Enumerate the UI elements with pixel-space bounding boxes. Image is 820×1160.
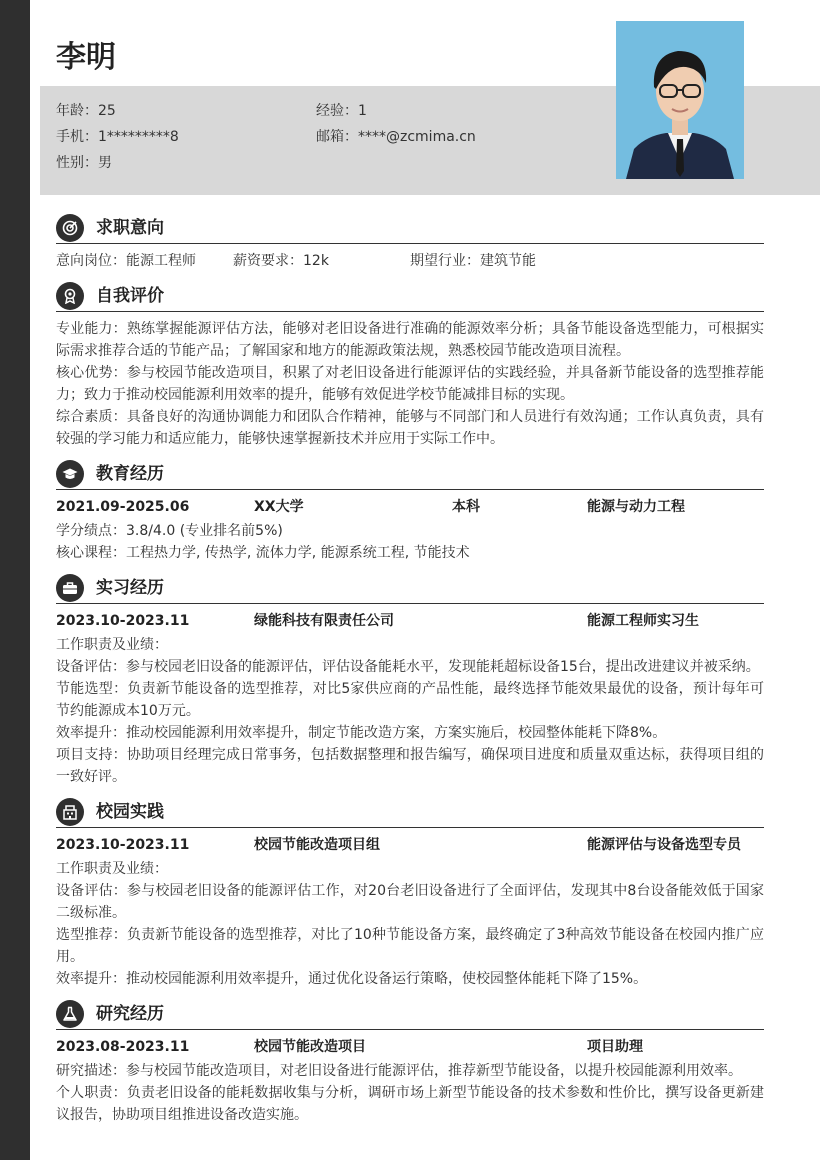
section-education (56, 458, 764, 564)
campus-date: 2023.10-2023.11 (56, 837, 190, 853)
profile-photo (616, 21, 744, 179)
section-research (56, 998, 764, 1126)
research-detail-line: 研究描述：参与校园节能改造项目，对老旧设备进行能源评估，推荐新型节能设备，以提升校园能源利用效率。 (56, 1063, 742, 1079)
section-title: 教育经历 (96, 464, 164, 484)
intern-detail-line: 设备评估：参与校园老旧设备的能源评估，评估设备能耗水平，发现能耗超标设备15台，提出改进建议并被采纳。 (56, 659, 760, 675)
section-job-intent (56, 212, 764, 272)
intern-company: 绿能科技有限责任公司 (254, 613, 394, 629)
briefcase-icon (56, 574, 84, 602)
research-detail-line: 个人职责：负责老旧设备的能耗数据收集与分析，调研市场上新型节能设备的技术参数和性价比，撰写设备更新建议报告，协助项目组推进设备改造实施。 (56, 1085, 764, 1123)
section-campus-practice (56, 796, 764, 990)
intent-salary: 薪资要求：12k (233, 253, 329, 269)
left-sidebar-bar (0, 0, 30, 1160)
research-project: 校园节能改造项目 (254, 1039, 366, 1055)
edu-degree: 本科 (452, 499, 480, 515)
intern-detail-line: 节能选型：负责新节能设备的选型推荐，对比5家供应商的产品性能，最终选择节能效果最优的设备，预计每年可节约能源成本10万元。 (56, 681, 764, 719)
education-entry-header (56, 496, 764, 518)
intern-detail-line: 工作职责及业绩： (56, 637, 168, 653)
job-intent-row (56, 250, 764, 272)
gender-field: 性别：男 (56, 155, 112, 171)
edu-date: 2021.09-2025.06 (56, 499, 190, 515)
section-header (56, 572, 764, 604)
section-header (56, 212, 764, 244)
campus-org: 校园节能改造项目组 (254, 837, 380, 853)
section-title: 校园实践 (96, 802, 164, 822)
resume-header (40, 0, 820, 195)
research-role: 项目助理 (587, 1039, 643, 1055)
section-title: 实习经历 (96, 578, 164, 598)
campus-detail-line: 设备评估：参与校园老旧设备的能源评估工作，对20台老旧设备进行了全面评估，发现其中8台设备能效低于国家二级标准。 (56, 883, 764, 921)
campus-detail-line: 选型推荐：负责新节能设备的选型推荐，对比了10种节能设备方案，最终确定了3种高效节能设备在校园内推广应用。 (56, 927, 764, 965)
age-field: 年龄：25 (56, 103, 116, 119)
section-title: 求职意向 (96, 218, 164, 238)
intern-detail-line: 项目支持：协助项目经理完成日常事务，包括数据整理和报告编写，确保项目进度和质量双重达标，获得项目组的一致好评。 (56, 747, 764, 785)
email-field: 邮箱：****@zcmima.cn (316, 129, 476, 145)
campus-entry-header (56, 834, 764, 856)
intern-detail-line: 效率提升：推动校园能源利用效率提升，制定节能改造方案，方案实施后，校园整体能耗下降8%。 (56, 725, 667, 741)
section-header (56, 458, 764, 490)
intent-industry: 期望行业：建筑节能 (410, 253, 536, 269)
intent-position: 意向岗位：能源工程师 (56, 253, 196, 269)
candidate-name: 李明 (56, 40, 116, 75)
self-eval-paragraph: 综合素质：具备良好的沟通协调能力和团队合作精神，能够与不同部门和人员进行有效沟通；工作认真负责，具有较强的学习能力和适应能力，能够快速掌握新技术并应用于实际工作中。 (56, 409, 764, 447)
self-eval-paragraph: 核心优势：参与校园节能改造项目，积累了对老旧设备进行能源评估的实践经验，并具备新节能设备的选型推荐能力；致力于推动校园能源利用效率的提升，能够有效促进学校节能减排目标的实现。 (56, 365, 764, 403)
edu-school: XX大学 (254, 499, 304, 515)
internship-entry-header (56, 610, 764, 632)
research-date: 2023.08-2023.11 (56, 1039, 190, 1055)
flask-icon (56, 1000, 84, 1028)
graduation-cap-icon (56, 460, 84, 488)
research-entry-header (56, 1036, 764, 1058)
section-title: 自我评价 (96, 286, 164, 306)
campus-detail-line: 工作职责及业绩： (56, 861, 168, 877)
section-internship (56, 572, 764, 788)
phone-field: 手机：1*********8 (56, 129, 179, 145)
resume-content (56, 212, 764, 1134)
target-icon (56, 214, 84, 242)
self-eval-paragraph: 专业能力：熟练掌握能源评估方法，能够对老旧设备进行准确的能源效率分析；具备节能设备选型能力，可根据实际需求推荐合适的节能产品；了解国家和地方的能源政策法规，熟悉校园节能改造项目流程。 (56, 321, 764, 359)
section-title: 研究经历 (96, 1004, 164, 1024)
badge-icon (56, 282, 84, 310)
edu-detail-line: 核心课程：工程热力学, 传热学, 流体力学, 能源系统工程, 节能技术 (56, 545, 470, 561)
intern-role: 能源工程师实习生 (587, 613, 699, 629)
edu-major: 能源与动力工程 (587, 499, 685, 515)
section-self-evaluation (56, 280, 764, 450)
campus-role: 能源评估与设备选型专员 (587, 837, 741, 853)
building-icon (56, 798, 84, 826)
experience-field: 经验：1 (316, 103, 367, 119)
campus-detail-line: 效率提升：推动校园能源利用效率提升，通过优化设备运行策略，使校园整体能耗下降了15%。 (56, 971, 648, 987)
section-header (56, 998, 764, 1030)
intern-date: 2023.10-2023.11 (56, 613, 190, 629)
section-header (56, 796, 764, 828)
edu-detail-line: 学分绩点：3.8/4.0 (专业排名前5%) (56, 523, 283, 539)
section-header (56, 280, 764, 312)
